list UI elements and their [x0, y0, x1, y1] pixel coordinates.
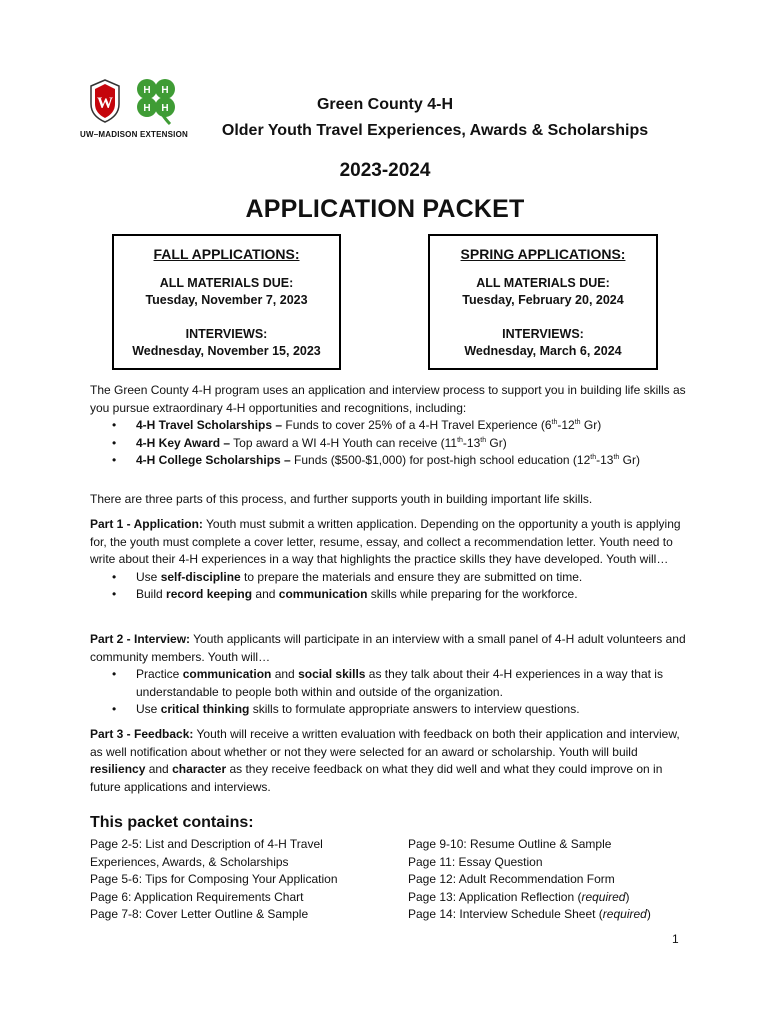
page-title: APPLICATION PACKET [245, 195, 525, 223]
part3-section [90, 726, 690, 796]
list-item: Page 11: Essay Question [408, 854, 543, 869]
list-item: Page 2-5: List and Description of 4-H Travel [90, 837, 323, 851]
spring-heading: SPRING APPLICATIONS: [460, 246, 626, 262]
page-number: 1 [672, 932, 679, 946]
list-item: Page 9-10: Resume Outline & Sample [408, 837, 612, 851]
spring-interviews-label: INTERVIEWS: [502, 327, 584, 341]
part2-section [90, 631, 690, 719]
part1-section [90, 516, 690, 604]
clover-letter: H [161, 85, 169, 96]
fall-interviews-label: INTERVIEWS: [185, 327, 268, 341]
part2-paragraph: Part 2 - Interview: Youth applicants will participate in an interview with a small panel of 4-H adult volunteers and community members. Youth will… [90, 632, 686, 664]
clover-letter: H [161, 103, 169, 114]
list-item: • Use critical thinking skills to formulate appropriate answers to interview questions. [90, 701, 690, 719]
spring-applications-box [428, 234, 658, 370]
uw-shield-letter: W [97, 95, 113, 112]
spring-materials-date: Tuesday, February 20, 2024 [462, 293, 624, 307]
fall-applications-box [112, 234, 341, 370]
part3-paragraph: Part 3 - Feedback: Youth will receive a written evaluation with feedback on both their application and interview, as well notification about whether or not they were selected for an award or scholarship. Youth will build resiliency and character as they receive feedback on what they did well and what they could improve on in future applications and interviews. [90, 727, 680, 794]
list-item: Page 13: Application Reflection (required) [408, 889, 630, 904]
spring-interviews-date: Wednesday, March 6, 2024 [464, 344, 622, 358]
list-item: • Practice communication and social skills as they talk about their 4-H experiences in a way that is understandable to people both within and outside of the organization. [90, 666, 690, 701]
parts-intro: There are three parts of this process, and further supports youth in building important life skills. [90, 492, 593, 506]
list-item: Page 14: Interview Schedule Sheet (required) [408, 907, 651, 921]
packet-list-left [90, 836, 390, 924]
list-item: Page 6: Application Requirements Chart [90, 889, 304, 904]
list-item: • Use self-discipline to prepare the materials and ensure they are submitted on time. [90, 569, 690, 587]
list-item: • 4-H Travel Scholarships – Funds to cover 25% of a 4-H Travel Experience (6th-12th Gr) [90, 417, 690, 435]
four-h-clover-logo [132, 76, 180, 126]
clover-letter: H [143, 85, 151, 96]
spring-materials-label: ALL MATERIALS DUE: [476, 276, 610, 290]
list-item: Experiences, Awards, & Scholarships [90, 854, 289, 869]
clover-letter: H [143, 103, 151, 114]
program-title: Older Youth Travel Experiences, Awards & Scholarships [221, 122, 649, 139]
list-item: Page 5-6: Tips for Composing Your Application [90, 872, 338, 886]
list-item: Page 12: Adult Recommendation Form [408, 872, 615, 886]
packet-heading: This packet contains: [90, 814, 254, 831]
part1-paragraph: Part 1 - Application: Youth must submit a written application. Depending on the opportunity a youth is applying for, the youth must complete a cover letter, resume, essay, and collect a recommendation letter. Youth need to write about their 4-H experiences in a way that highlights the practice skills they have developed. Youth will… [90, 517, 681, 566]
list-item: • 4-H Key Award – Top award a WI 4-H Youth can receive (11th-13th Gr) [90, 435, 690, 453]
intro-section [90, 382, 690, 470]
uw-crest-logo [88, 78, 122, 124]
fall-interviews-date: Wednesday, November 15, 2023 [132, 344, 321, 358]
list-item: Page 7-8: Cover Letter Outline & Sample [90, 907, 309, 921]
year-title: 2023-2024 [339, 160, 431, 181]
intro-paragraph: The Green County 4-H program uses an application and interview process to support you in building life skills as you pursue extraordinary 4-H opportunities and recognitions, including: [90, 383, 686, 415]
list-item: • Build record keeping and communication skills while preparing for the workforce. [90, 586, 690, 604]
fall-heading: FALL APPLICATIONS: [153, 246, 300, 262]
fall-materials-label: ALL MATERIALS DUE: [159, 276, 294, 290]
packet-list-right [408, 836, 708, 924]
list-item: • 4-H College Scholarships – Funds ($500-$1,000) for post-high school education (12th-13th Gr) [90, 452, 690, 470]
county-title: Green County 4-H [316, 96, 453, 113]
uw-madison-extension-text: UW–MADISON EXTENSION [80, 130, 189, 139]
fall-materials-date: Tuesday, November 7, 2023 [145, 293, 308, 307]
